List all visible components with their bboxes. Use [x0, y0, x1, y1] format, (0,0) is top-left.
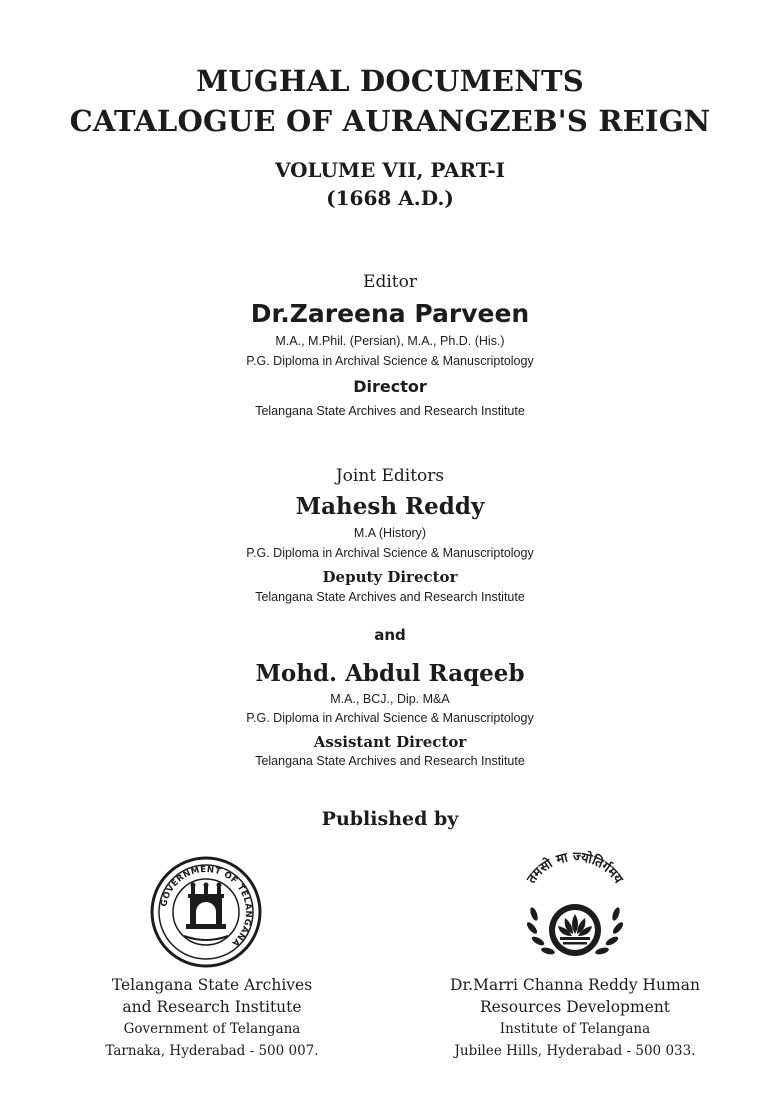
svg-text:तमसो मा ज्योतिर्गमय	[524, 849, 626, 887]
year-label: (1668 A.D.)	[326, 186, 454, 210]
seal-text: GOVERNMENT OF TELANGANA	[159, 864, 254, 949]
joint-editors-heading: Joint Editors	[335, 466, 445, 486]
publisher-right-address	[415, 974, 735, 1062]
editor-diploma: P.G. Diploma in Archival Science & Manuscriptology	[246, 354, 534, 368]
publisher-left-line-2: and Research Institute	[122, 998, 302, 1016]
joint-editor-2-institute: Telangana State Archives and Research Institute	[255, 754, 525, 768]
joint-editor-2-diploma: P.G. Diploma in Archival Science & Manuscriptology	[246, 711, 534, 725]
motto-text: तमसो मा ज्योतिर्गमय	[524, 849, 626, 887]
publisher-right-line-2: Resources Development	[479, 998, 671, 1016]
conjunction-and: and	[374, 626, 406, 644]
editor-qualifications: M.A., M.Phil. (Persian), M.A., Ph.D. (His.)	[275, 334, 505, 348]
publisher-left-line-4: Tarnaka, Hyderabad - 500 007.	[105, 1043, 319, 1059]
title-line-2: CATALOGUE OF AURANGZEB'S REIGN	[69, 104, 711, 138]
editor-institute: Telangana State Archives and Research Institute	[255, 404, 525, 418]
joint-editor-2-name: Mohd. Abdul Raqeeb	[255, 660, 525, 687]
published-by-heading: Published by	[321, 808, 459, 830]
publisher-right-line-3: Institute of Telangana	[499, 1021, 651, 1037]
publisher-left-line-3: Government of Telangana	[123, 1021, 301, 1037]
publisher-left-address	[52, 974, 372, 1062]
title-line-1: MUGHAL DOCUMENTS	[196, 64, 584, 98]
joint-editor-1-institute: Telangana State Archives and Research Institute	[255, 590, 525, 604]
editor-heading: Editor	[363, 272, 417, 292]
publisher-right-line-4: Jubilee Hills, Hyderabad - 500 033.	[454, 1043, 696, 1059]
volume-label: VOLUME VII, PART-I	[274, 158, 506, 182]
joint-editor-1-designation: Deputy Director	[322, 568, 458, 586]
editor-name: Dr.Zareena Parveen	[250, 299, 530, 328]
joint-editor-2-designation: Assistant Director	[313, 733, 467, 751]
joint-editor-1-qualifications: M.A (History)	[353, 526, 427, 540]
editor-designation: Director	[353, 377, 427, 396]
publisher-right-line-1: Dr.Marri Channa Reddy Human	[450, 976, 700, 994]
joint-editor-1-diploma: P.G. Diploma in Archival Science & Manuscriptology	[246, 546, 534, 560]
telangana-government-seal-icon	[150, 856, 262, 968]
mcrhrd-institute-emblem-icon	[510, 848, 640, 970]
joint-editor-1-name: Mahesh Reddy	[295, 493, 485, 520]
joint-editor-2-qualifications: M.A., BCJ., Dip. M&A	[330, 692, 450, 706]
publisher-left-line-1: Telangana State Archives	[111, 976, 313, 994]
